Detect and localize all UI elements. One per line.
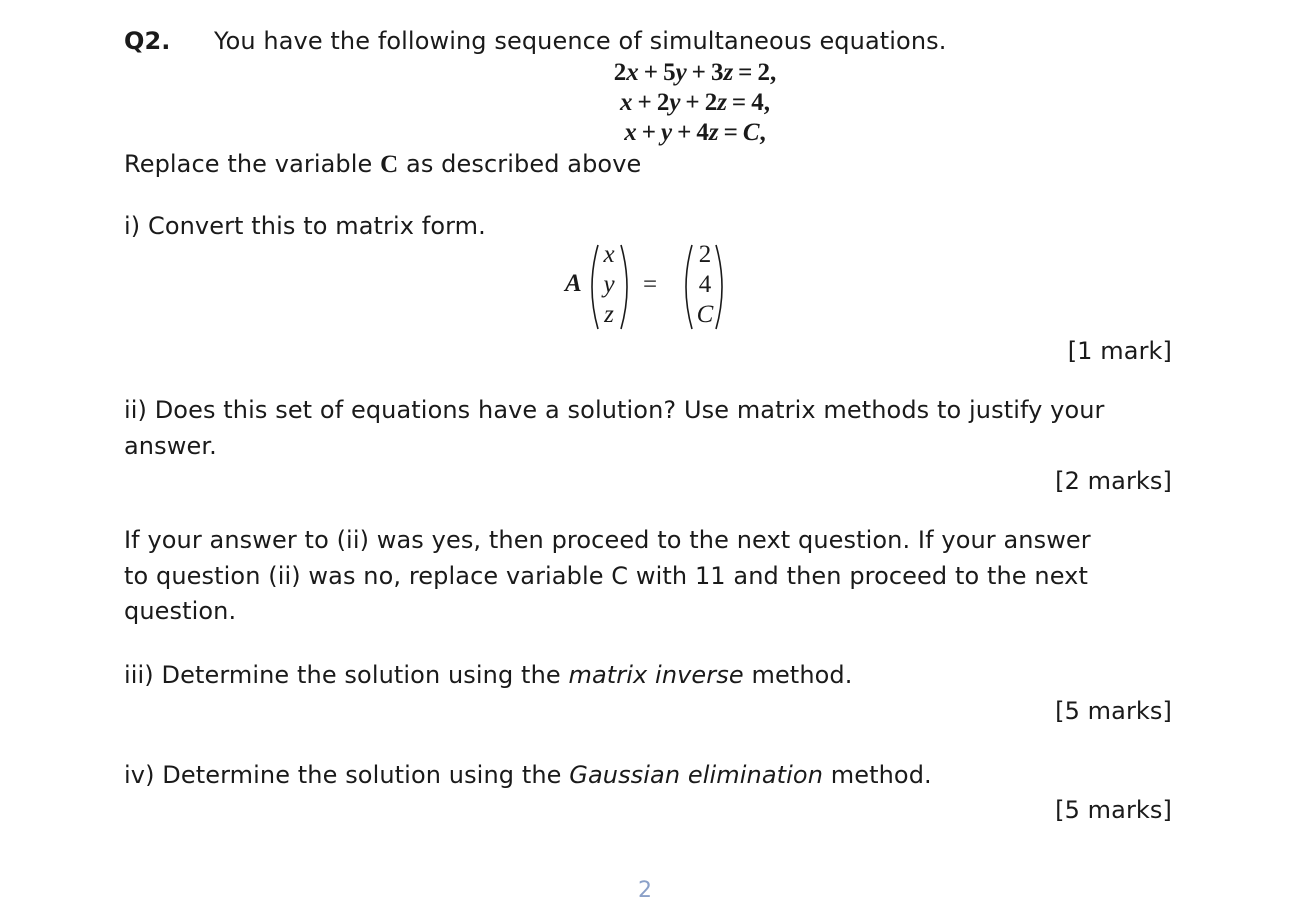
var-z: z xyxy=(604,301,614,328)
equation-1: 2x + 5y + 3z = 2, xyxy=(613,59,777,86)
question-number: Q2. xyxy=(124,27,171,55)
part-ii-line-1: ii) Does this set of equations have a solution? Use matrix methods to justify your xyxy=(124,396,1105,424)
replace-instruction xyxy=(124,150,641,179)
equation-variable: y xyxy=(669,89,681,116)
equation-variable: z xyxy=(708,119,719,146)
question-header xyxy=(124,27,946,55)
part-iv-marks: [5 marks] xyxy=(1055,796,1172,824)
rhs-3: C xyxy=(696,301,714,328)
replace-prefix: Replace the variable xyxy=(124,150,381,178)
var-x: x xyxy=(603,241,615,268)
part-iv-suffix: method. xyxy=(823,761,932,789)
conditional-line-1: If your answer to (ii) was yes, then proceed to the next question. If your answer xyxy=(124,526,1091,554)
part-iv-prefix: iv) Determine the solution using the xyxy=(124,761,570,789)
page-number: 2 xyxy=(638,878,652,903)
part-ii-line-2: answer. xyxy=(124,432,217,460)
part-iii-text xyxy=(124,661,852,689)
part-ii-marks: [2 marks] xyxy=(1055,467,1172,495)
part-iv-text xyxy=(124,761,932,789)
rhs-1: 2 xyxy=(698,241,712,268)
part-i-marks: [1 mark] xyxy=(1067,337,1172,365)
equation-variable: z xyxy=(717,89,727,116)
question-intro: You have the following sequence of simultaneous equations. xyxy=(214,27,947,55)
replace-variable: C xyxy=(380,151,399,178)
equation-variable: C xyxy=(742,119,760,146)
equals-sign: = xyxy=(643,271,658,298)
matrix-symbol: A xyxy=(565,270,582,297)
part-iii-suffix: method. xyxy=(743,661,853,689)
rhs-2: 4 xyxy=(698,271,712,298)
equation-variable: x xyxy=(620,89,633,116)
conditional-line-2: to question (ii) was no, replace variable C with 11 and then proceed to the next xyxy=(124,562,1088,590)
part-iii-emphasis: matrix inverse xyxy=(568,661,744,689)
equation-variable: y xyxy=(675,59,687,86)
equation-3: x + y + 4z = C, xyxy=(624,119,766,146)
part-iii-prefix: iii) Determine the solution using the xyxy=(124,661,569,689)
right-paren-icon xyxy=(618,243,634,331)
part-i-label: i) Convert this to matrix form. xyxy=(124,212,486,240)
var-y: y xyxy=(603,271,615,298)
equation-variable: z xyxy=(723,59,734,86)
equation-variable: x xyxy=(626,59,639,86)
part-iii-marks: [5 marks] xyxy=(1055,697,1172,725)
right-paren-icon xyxy=(713,243,729,331)
part-iv-emphasis: Gaussian elimination xyxy=(569,761,824,789)
equation-variable: x xyxy=(624,119,637,146)
conditional-line-3: question. xyxy=(124,597,237,625)
equation-variable: y xyxy=(660,119,673,146)
equation-2: x + 2y + 2z = 4, xyxy=(620,89,770,116)
replace-suffix: as described above xyxy=(398,150,642,178)
